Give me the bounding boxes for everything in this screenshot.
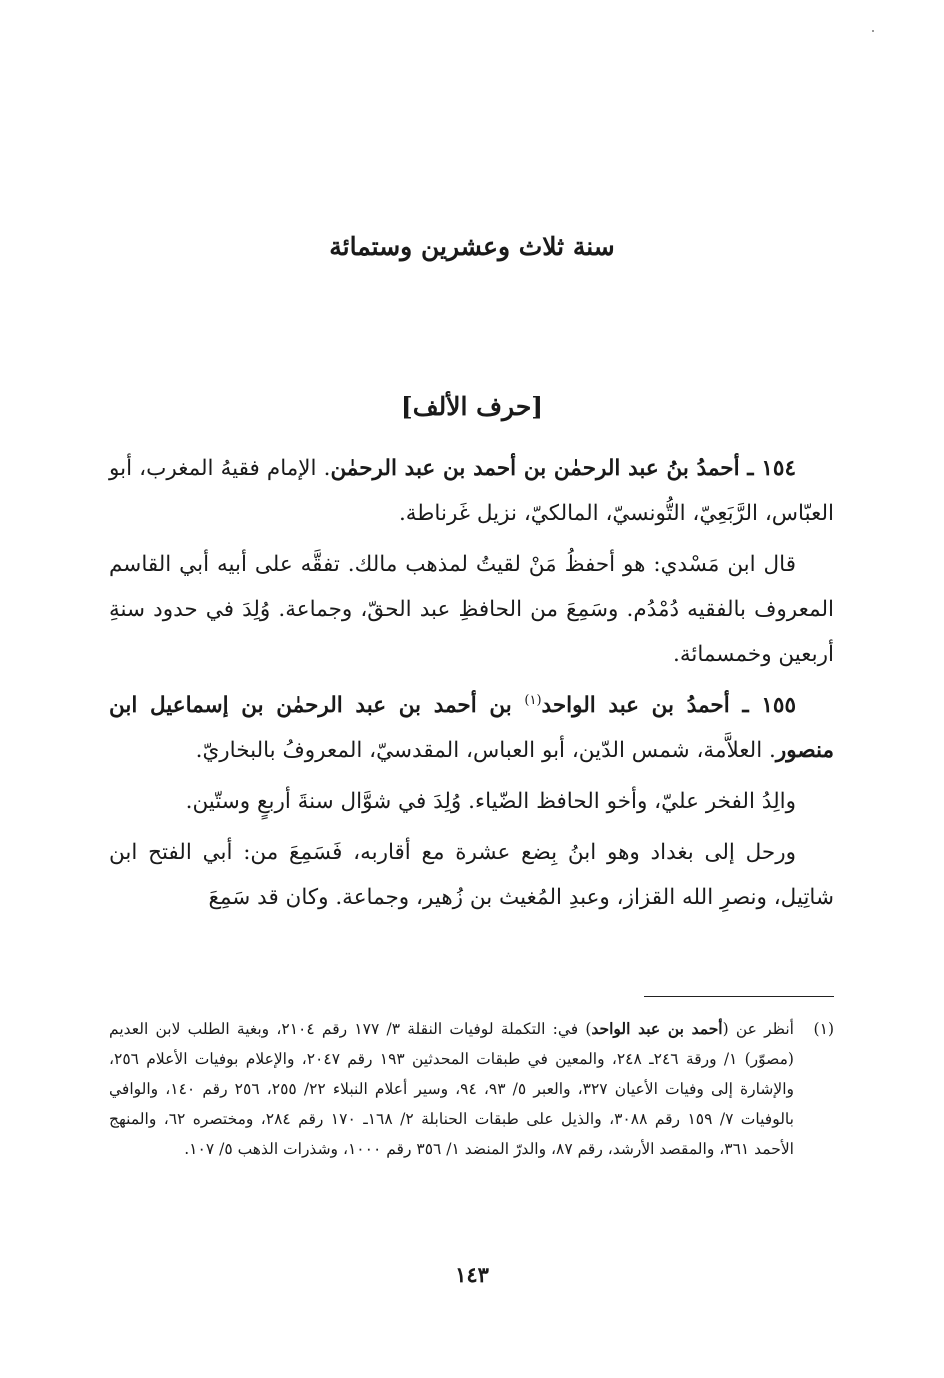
footnotes-section	[109, 1014, 834, 1164]
entry-155-name-part1: ١٥٥ ـ أحمدُ بن عبد الواحد	[541, 693, 796, 718]
section-heading: [حرف الألف]	[400, 392, 544, 421]
entry-154-name: ١٥٤ ـ أحمدُ بنُ عبد الرحمٰن بن أحمد بن عبد الرحمٰن	[330, 456, 797, 481]
entry-155-paragraph-3: ورحل إلى بغداد وهو ابنُ بِضع عشرة مع أقاربه، فَسَمِعَ من: أبي الفتح ابن شاتِيل، ونصرِ الله القزاز، وعبدِ المُغيث بن زُهير، وجماعة. وكان قد سَمِعَ	[109, 840, 834, 910]
footnote-text	[109, 1014, 794, 1164]
footnote-bold-name: أحمد بن عبد الواحد	[591, 1019, 723, 1038]
entry-155-description: . العلاَّمة، شمس الدّين، أبو العباس، المقدسيّ، المعروفُ بالبخاريّ.	[195, 738, 776, 763]
footnote-number: (١)	[813, 1020, 834, 1038]
entry-155-heading-paragraph	[109, 683, 834, 773]
footnote-separator	[644, 996, 834, 997]
footnote-reference: (١)	[524, 692, 542, 708]
entry-154-heading-paragraph	[109, 446, 834, 536]
margin-dot	[872, 30, 874, 32]
footnote-references: ) في: التكملة لوفيات النقلة ٣/ ١٧٧ رقم ٢١٠٤، وبغية الطلب لابن العديم (مصوّر) ١/ ورقة ٢٤٦ـ ٢٤٨، والمعين في طبقات المحدثين ١٩٣ رقم ٢٠٤٧، والإعلام بوفيات الأعلام ٢٥٦، والإشارة إلى وفيات الأعيان ٣٢٧، والعبر ٥/ ٩٣، ٩٤، وسير أعلام النبلاء ٢٢/ ٢٥٥، ٢٥٦ رقم ١٤٠، والوافي بالوفيات ٧/ ١٥٩ رقم ٣٠٨٨، والذيل على طبقات الحنابلة ٢/ ١٦٨ـ ١٧٠ رقم ٢٨٤، ومختصره ٦٢، والمنهج الأحمد ٣٦١، والمقصد الأرشد، رقم ٨٧، والدرّ المنضد ١/ ٣٥٦ رقم ١٠٠٠، وشذرات الذهب ٥/ ١٠٧.	[109, 1020, 794, 1158]
footnote-intro: أنظر عن (	[722, 1020, 794, 1038]
page-number: ١٤٣	[455, 1262, 489, 1287]
entry-155-name-part2: بن أحمد بن عبد الرحمٰن بن إسماعيل ابن منصور	[109, 693, 834, 763]
entry-154-paragraph-2: قال ابن مَسْدي: هو أحفظُ مَنْ لقيتُ لمذهب مالك. تفقَّه على أبيه أبي القاسم المعروف بالفقيه دُمْدُم. وسَمِعَ من الحافظِ عبد الحقّ، وجماعة. وُلِدَ في حدود سنةِ أربعين وخمسمائة.	[109, 552, 834, 667]
entry-154-description: . الإمام فقيهُ المغرب، أبو العبّاس، الرَّبَعِيّ، التُّونسيّ، المالكيّ، نزيل غَرناطة.	[109, 456, 834, 526]
footnote-1	[109, 1014, 834, 1164]
entry-155-paragraph-2: والِدُ الفخر عليّ، وأخو الحافظ الضّياء. وُلِدَ في شوَّال سنةَ أربعٍ وستّين.	[185, 789, 796, 814]
chapter-title: سنة ثلاث وعشرين وستمائة	[329, 232, 615, 261]
main-text	[109, 446, 834, 926]
